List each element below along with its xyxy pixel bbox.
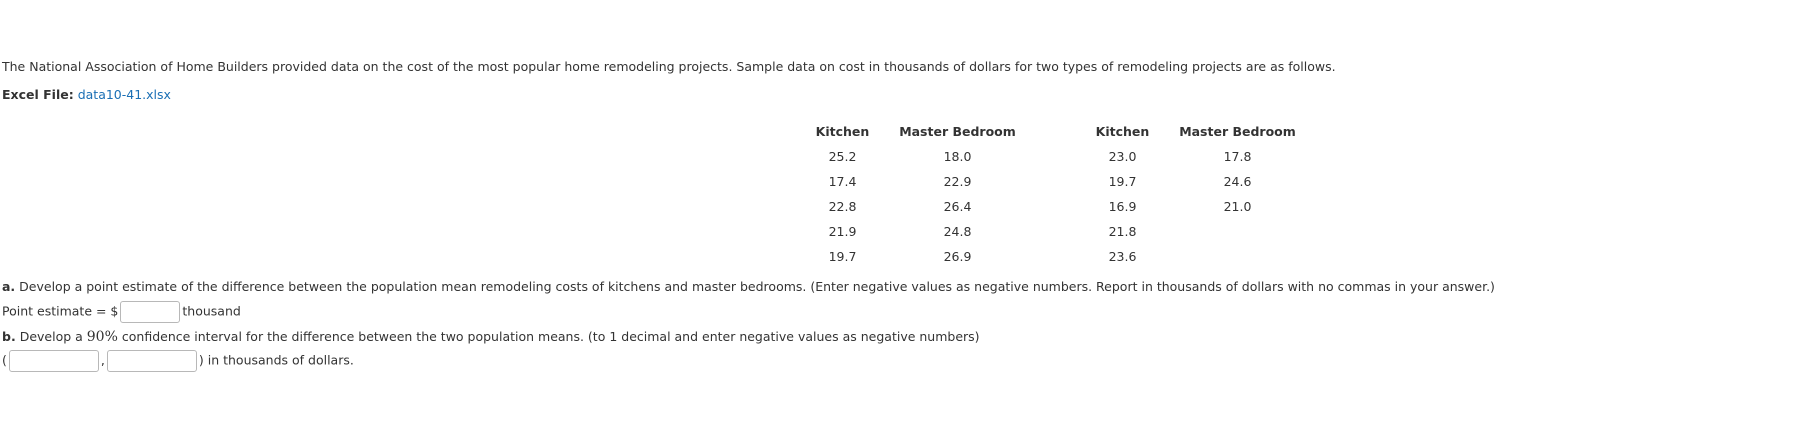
interval-lower-input[interactable] <box>9 350 99 372</box>
header-master-bedroom-1: Master Bedroom <box>899 124 1016 139</box>
table-cell: 18.0 <box>943 149 972 164</box>
point-estimate-unit: thousand <box>182 303 241 319</box>
table-row <box>810 169 1320 194</box>
point-estimate-label: Point estimate = $ <box>2 303 119 319</box>
table-row <box>810 194 1320 219</box>
column-gap <box>1040 144 1090 169</box>
point-estimate-line <box>2 301 241 323</box>
interval-open-paren: ( <box>2 352 7 368</box>
table-cell: 17.8 <box>1223 149 1252 164</box>
header-kitchen-2: Kitchen <box>1095 124 1150 139</box>
confidence-level: 90% <box>86 329 118 345</box>
table-cell <box>1155 244 1320 269</box>
table-cell: 23.0 <box>1108 149 1137 164</box>
table-cell: 19.7 <box>828 249 857 264</box>
table-cell: 21.0 <box>1223 199 1252 214</box>
column-gap <box>1040 194 1090 219</box>
column-gap <box>1040 219 1090 244</box>
interval-upper-input[interactable] <box>107 350 197 372</box>
table-cell: 23.6 <box>1108 249 1137 264</box>
column-gap <box>1040 244 1090 269</box>
part-a-label: a. <box>2 279 16 294</box>
column-gap <box>1040 119 1090 144</box>
table-cell: 24.6 <box>1223 174 1252 189</box>
excel-file-label: Excel File: <box>2 87 74 102</box>
intro-text: The National Association of Home Builders provided data on the cost of the most popular home remodeling projects. Sample data on cost in thousands of dollars for two types of remodeling projects are as follows. <box>2 59 1336 74</box>
interval-closing-text: ) in thousands of dollars. <box>198 352 354 368</box>
interval-separator: , <box>100 352 105 368</box>
table-cell: 22.8 <box>828 199 857 214</box>
table-cell: 25.2 <box>828 149 857 164</box>
table-row <box>810 144 1320 169</box>
table-cell: 26.4 <box>943 199 972 214</box>
column-gap <box>1040 169 1090 194</box>
table-cell <box>1155 219 1320 244</box>
table-cell: 26.9 <box>943 249 972 264</box>
part-b-label: b. <box>2 329 16 344</box>
excel-file-link[interactable]: data10-41.xlsx <box>77 87 171 102</box>
table-cell: 19.7 <box>1108 174 1137 189</box>
table-cell: 24.8 <box>943 224 972 239</box>
header-kitchen-1: Kitchen <box>815 124 870 139</box>
table-cell: 16.9 <box>1108 199 1137 214</box>
confidence-interval-line <box>2 350 354 372</box>
excel-file-line <box>2 87 171 102</box>
part-b-text-prefix: Develop a <box>19 329 83 344</box>
table-cell: 22.9 <box>943 174 972 189</box>
table-row <box>810 219 1320 244</box>
part-a-question <box>2 279 1495 294</box>
table-cell: 17.4 <box>828 174 857 189</box>
table-cell: 21.8 <box>1108 224 1137 239</box>
part-a-text: Develop a point estimate of the difference between the population mean remodeling costs of kitchens and master bedrooms. (Enter negative values as negative numbers. Report in thousands of dollars with no commas in your answer.) <box>19 279 1495 294</box>
data-table <box>810 119 1320 269</box>
part-b-text-suffix: confidence interval for the difference between the two population means. (to 1 decimal and enter negative values as negative numbers) <box>121 329 980 344</box>
table-row <box>810 244 1320 269</box>
table-cell: 21.9 <box>828 224 857 239</box>
table-header-row <box>810 119 1320 144</box>
part-b-question <box>2 329 980 345</box>
point-estimate-input[interactable] <box>120 301 180 323</box>
header-master-bedroom-2: Master Bedroom <box>1179 124 1296 139</box>
